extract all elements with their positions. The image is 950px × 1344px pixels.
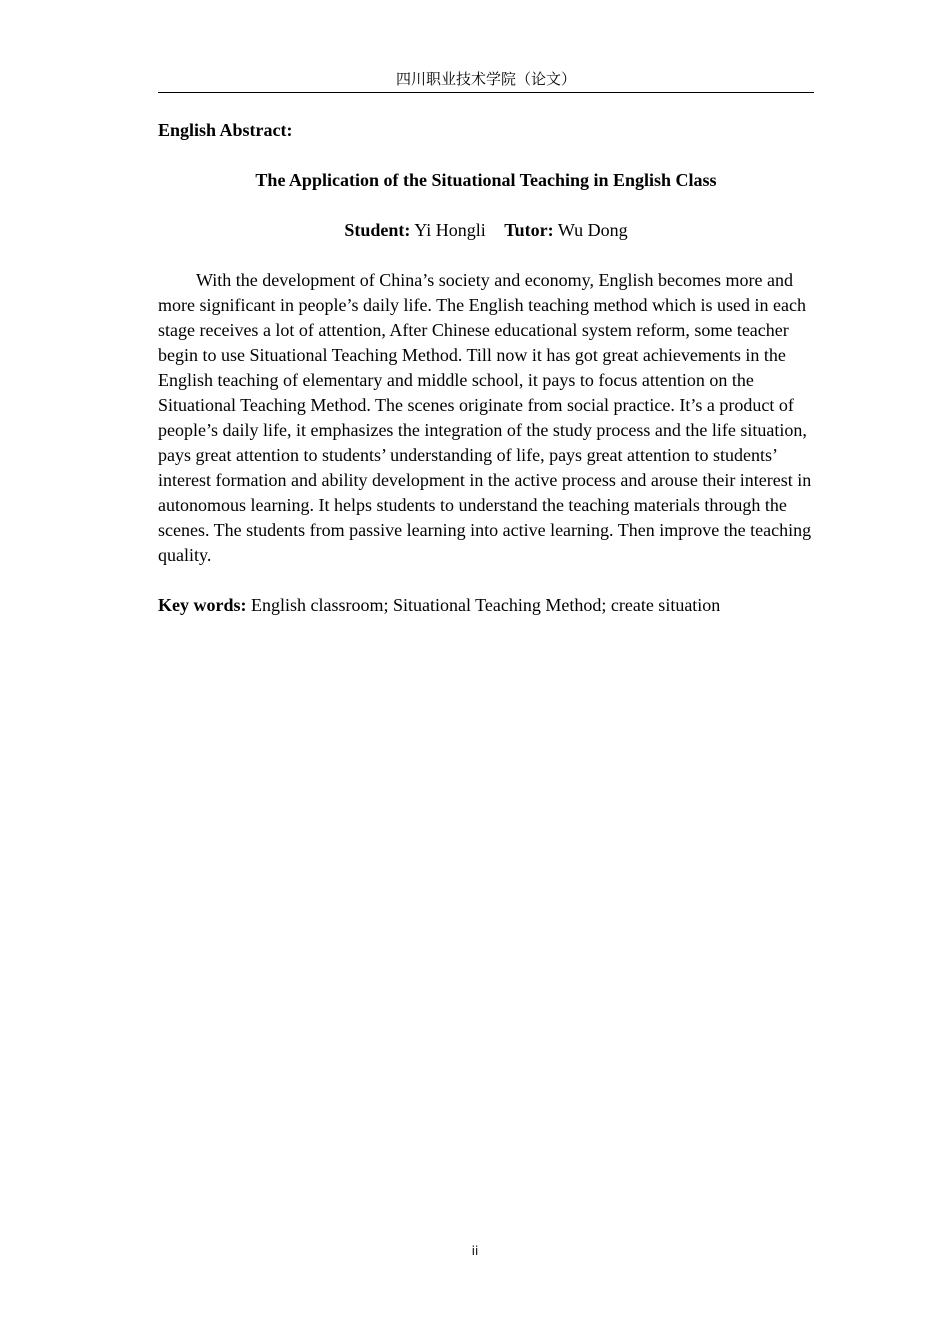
page-header	[158, 68, 814, 93]
student-label: Student:	[344, 220, 411, 240]
abstract-body: With the development of China’s society and economy, English becomes more and more significant in people’s daily life. The English teaching method which is used in each stage receives a lot of attention, After Chinese educational system reform, some teacher begin to use Situational Teaching Method. Till now it has got great achievements in the English teaching of elementary and middle school, it pays to focus attention on the Situational Teaching Method. The scenes originate from social practice. It’s a product of people’s daily life, it emphasizes the integration of the study process and the life situation, pays great attention to students’ understanding of life, pays great attention to students’ interest formation and ability development in the active process and arouse their interest in autonomous learning. It helps students to understand the teaching materials through the scenes. The students from passive learning into active learning. Then improve the teaching quality.	[158, 270, 812, 565]
keywords-label: Key words:	[158, 595, 247, 615]
abstract-section	[158, 118, 814, 618]
paper-title: The Application of the Situational Teaching in English Class	[255, 170, 717, 190]
page-number: ii	[471, 1244, 479, 1258]
author-line	[158, 218, 814, 243]
keywords-text: English classroom; Situational Teaching Method; create situation	[251, 595, 721, 615]
student-name: Yi Hongli	[414, 220, 486, 240]
abstract-section-label: English Abstract:	[158, 120, 293, 140]
tutor-label: Tutor:	[504, 220, 554, 240]
header-institution: 四川职业技术学院（论文）	[395, 70, 576, 88]
keywords-line	[158, 593, 814, 618]
tutor-name: Wu Dong	[557, 220, 628, 240]
